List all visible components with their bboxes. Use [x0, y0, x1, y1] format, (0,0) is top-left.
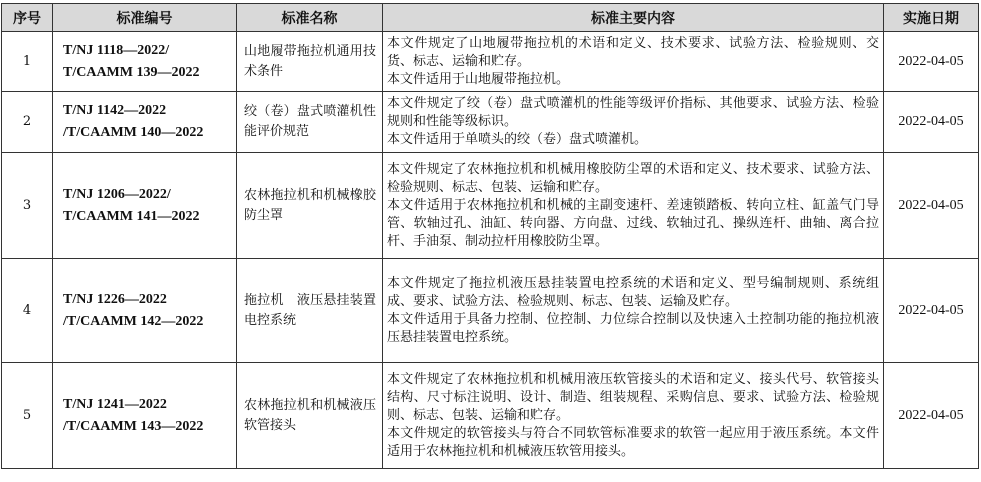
cell-seq: 3	[2, 153, 53, 259]
header-seq: 序号	[2, 4, 53, 32]
content-paragraph: 本文件规定了农林拖拉机和机械用橡胶防尘罩的术语和定义、技术要求、试验方法、检验规则、标志、包装、运输和贮存。	[387, 161, 879, 195]
code-line: T/NJ 1241—2022	[63, 396, 167, 412]
cell-content	[383, 92, 884, 153]
cell-date: 2022-04-05	[884, 32, 979, 92]
table-row	[2, 363, 979, 469]
content-paragraph: 本文件规定了绞（卷）盘式喷灌机的性能等级评价指标、其他要求、试验方法、检验规则和性能等级标识。	[387, 96, 879, 129]
cell-code	[53, 363, 237, 469]
cell-name: 农林拖拉机和机械液压软管接头	[237, 363, 383, 469]
cell-code	[53, 92, 237, 153]
cell-seq: 4	[2, 259, 53, 363]
cell-code	[53, 259, 237, 363]
table-row	[2, 92, 979, 153]
content-paragraph: 本文件规定了山地履带拖拉机的术语和定义、技术要求、试验方法、检验规则、交货、标志、运输和贮存。	[387, 35, 879, 69]
cell-content	[383, 259, 884, 363]
cell-content	[383, 363, 884, 469]
content-paragraph: 本文件适用于山地履带拖拉机。	[387, 71, 570, 87]
code-line: T/NJ 1142—2022	[63, 103, 167, 118]
cell-name: 绞（卷）盘式喷灌机性能评价规范	[237, 92, 383, 153]
code-line: T/NJ 1206—2022/	[63, 186, 171, 202]
table-row	[2, 153, 979, 259]
code-line: T/NJ 1118—2022/	[63, 42, 170, 58]
content-paragraph: 本文件适用于单喷头的绞（卷）盘式喷灌机。	[387, 132, 648, 147]
table-row	[2, 259, 979, 363]
code-line: T/NJ 1226—2022	[63, 291, 167, 307]
header-code: 标准编号	[53, 4, 237, 32]
cell-name: 拖拉机 液压悬挂装置 电控系统	[237, 259, 383, 363]
code-line: /T/CAAMM 140—2022	[63, 125, 204, 140]
cell-date: 2022-04-05	[884, 363, 979, 469]
header-name: 标准名称	[237, 4, 383, 32]
cell-code	[53, 32, 237, 92]
standards-table	[1, 3, 979, 469]
cell-content	[383, 32, 884, 92]
cell-seq: 2	[2, 92, 53, 153]
cell-name: 农林拖拉机和机械橡胶防尘罩	[237, 153, 383, 259]
content-paragraph: 本文件适用于农林拖拉机和机械的主副变速杆、差速锁踏板、转向立柱、缸盖气门导管、软轴过孔、油缸、转向器、方向盘、过线、软轴过孔、操纵连杆、曲轴、离合拉杆、手油泵、制动拉杆用橡胶防尘罩。	[387, 197, 879, 249]
content-paragraph: 本文件规定了农林拖拉机和机械用液压软管接头的术语和定义、接头代号、软管接头结构、尺寸标注说明、设计、制造、组装规程、采购信息、要求、试验方法、检验规则、标志、包装、运输和贮存。	[387, 371, 879, 423]
table-row	[2, 32, 979, 92]
cell-date: 2022-04-05	[884, 153, 979, 259]
code-line: /T/CAAMM 143—2022	[63, 418, 204, 434]
content-paragraph: 本文件适用于具备力控制、位控制、力位综合控制以及快速入土控制功能的拖拉机液压悬挂装置电控系统。	[387, 311, 879, 345]
cell-seq: 5	[2, 363, 53, 469]
cell-date: 2022-04-05	[884, 259, 979, 363]
content-paragraph: 本文件规定了拖拉机液压悬挂装置电控系统的术语和定义、型号编制规则、系统组成、要求、试验方法、检验规则、标志、包装、运输及贮存。	[387, 275, 879, 309]
cell-code	[53, 153, 237, 259]
code-line: /T/CAAMM 142—2022	[63, 313, 204, 329]
cell-seq: 1	[2, 32, 53, 92]
cell-name: 山地履带拖拉机通用技术条件	[237, 32, 383, 92]
cell-content	[383, 153, 884, 259]
content-paragraph: 本文件规定的软管接头与符合不同软管标准要求的软管一起应用于液压系统。本文件适用于农林拖拉机和机械液压软管用接头。	[387, 425, 879, 459]
header-row	[2, 4, 979, 32]
header-date: 实施日期	[884, 4, 979, 32]
cell-date: 2022-04-05	[884, 92, 979, 153]
code-line: T/CAAMM 139—2022	[63, 64, 200, 80]
header-content: 标准主要内容	[383, 4, 884, 32]
code-line: T/CAAMM 141—2022	[63, 208, 200, 224]
